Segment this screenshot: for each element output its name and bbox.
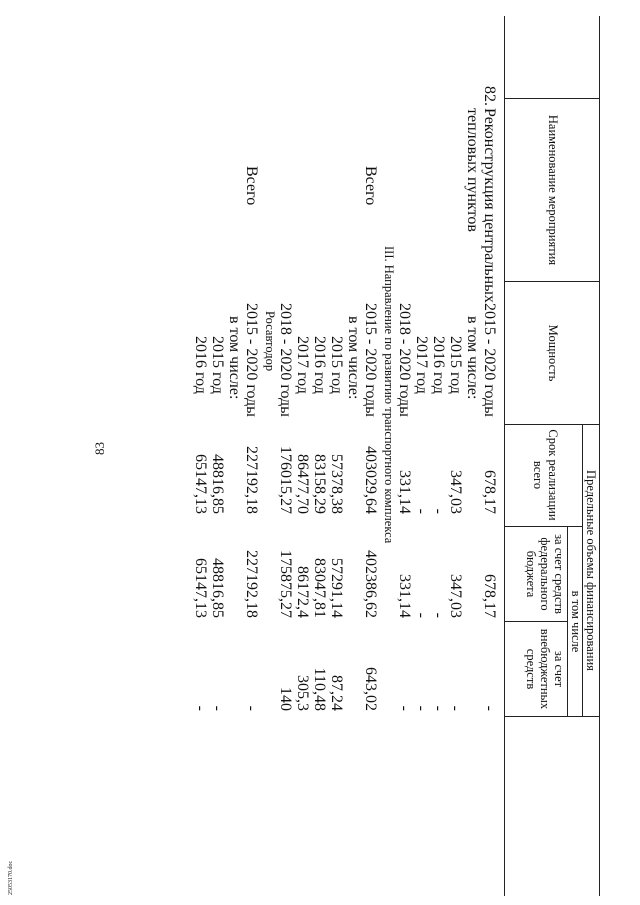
- activity-name: тепловых пунктов: [464, 108, 481, 232]
- term: 2015 - 2020 годы: [243, 303, 260, 417]
- extra-value: 643,02: [362, 667, 379, 711]
- table-row: [427, 16, 447, 896]
- header-bottom-border: [504, 16, 505, 896]
- col-divider-6: [505, 716, 600, 717]
- total-value: 678,17: [481, 470, 498, 514]
- federal-value: 57291,14: [328, 558, 345, 618]
- section-row: [376, 16, 396, 896]
- financing-table: [40, 16, 600, 896]
- federal-value: 48816,85: [209, 558, 226, 618]
- table-row: [206, 16, 226, 896]
- table-row: [240, 16, 260, 896]
- total-value: 65147,13: [192, 454, 209, 514]
- extra-value: -: [192, 705, 209, 711]
- table-row: [325, 16, 345, 896]
- term: 2015 - 2020 годы: [481, 303, 498, 417]
- extra-value: 305,3: [294, 675, 311, 711]
- federal-value: -: [430, 612, 447, 618]
- term: 2017 год: [413, 336, 430, 394]
- activity-name: Всего: [362, 166, 379, 206]
- extra-value: -: [209, 705, 226, 711]
- header-term: Срок реализации: [546, 429, 560, 521]
- table-row: [291, 16, 311, 896]
- term: 2015 год: [447, 336, 464, 394]
- header-total: всего: [531, 460, 545, 490]
- term: 2018 - 2020 годы: [396, 303, 413, 417]
- table-row: [274, 16, 294, 896]
- section-title: III. Направление по развитию транспортного комплекса: [382, 246, 396, 544]
- row-number: 82.: [481, 86, 498, 106]
- term: 2015 год: [328, 336, 345, 394]
- activity-name: Всего: [243, 166, 260, 206]
- total-value: 331,14: [396, 470, 413, 514]
- extra-value: -: [413, 705, 430, 711]
- term: 2016 год: [311, 336, 328, 394]
- col-divider-1: [505, 98, 600, 99]
- federal-value: 347,03: [447, 574, 464, 618]
- extra-value: -: [447, 705, 464, 711]
- table-row: [359, 16, 379, 896]
- table-row: [393, 16, 413, 896]
- extra-value: -: [430, 705, 447, 711]
- term: 2015 год: [209, 336, 226, 394]
- document-code: 25053170.doc: [8, 860, 14, 895]
- header-extra: за счет внебюджетных средств: [524, 628, 566, 710]
- table-row: [342, 16, 362, 896]
- extra-value: 87,24: [328, 675, 345, 711]
- term: в том числе:: [226, 316, 243, 400]
- extra-value: -: [243, 705, 260, 711]
- table-row: [223, 16, 243, 896]
- extra-value: -: [396, 705, 413, 711]
- table-row: [444, 16, 464, 896]
- table-row: [461, 16, 481, 896]
- federal-value: 83047,81: [311, 558, 328, 618]
- header-name: Наименование мероприятия: [546, 114, 560, 266]
- term: в том числе:: [464, 316, 481, 400]
- total-value: 83158,29: [311, 454, 328, 514]
- table-row: [189, 16, 209, 896]
- total-value: 86477,70: [294, 454, 311, 514]
- page-number: 83: [92, 442, 107, 455]
- table-row: [308, 16, 328, 896]
- extra-value: 110,48: [311, 667, 328, 711]
- total-value: 57378,38: [328, 454, 345, 514]
- federal-value: -: [413, 612, 430, 618]
- table-row: [478, 16, 498, 896]
- total-value: 347,03: [447, 470, 464, 514]
- term: 2016 год: [192, 336, 209, 394]
- total-value: 176015,27: [277, 446, 294, 514]
- header-federal: за счет средств федерального бюджета: [524, 534, 566, 614]
- subsection-row: [257, 16, 277, 896]
- table-top-border: [599, 16, 600, 896]
- federal-value: 678,17: [481, 574, 498, 618]
- total-value: 403029,64: [362, 446, 379, 514]
- table-row: [410, 16, 430, 896]
- term: в том числе:: [345, 316, 362, 400]
- federal-value: 65147,13: [192, 558, 209, 618]
- extra-value: 140: [277, 687, 294, 711]
- federal-value: 86172,4: [294, 566, 311, 618]
- federal-value: 175875,27: [277, 550, 294, 618]
- total-value: -: [430, 508, 447, 514]
- subsection-title: Росавтодор: [263, 311, 277, 372]
- term: 2015 - 2020 годы: [362, 303, 379, 417]
- federal-value: 227192,18: [243, 550, 260, 618]
- header-power: Мощность: [546, 324, 560, 382]
- total-value: 227192,18: [243, 446, 260, 514]
- term: 2017 год: [294, 336, 311, 394]
- term: 2018 - 2020 годы: [277, 303, 294, 417]
- total-value: -: [413, 508, 430, 514]
- header-limits: Предельные объемы финансирования: [584, 470, 598, 671]
- federal-value: 402386,62: [362, 550, 379, 618]
- header-including: в том числе: [569, 590, 583, 653]
- extra-value: -: [481, 705, 498, 711]
- term: 2016 год: [430, 336, 447, 394]
- activity-name: Реконструкция центральных: [481, 108, 498, 303]
- federal-value: 331,14: [396, 574, 413, 618]
- total-value: 48816,85: [209, 454, 226, 514]
